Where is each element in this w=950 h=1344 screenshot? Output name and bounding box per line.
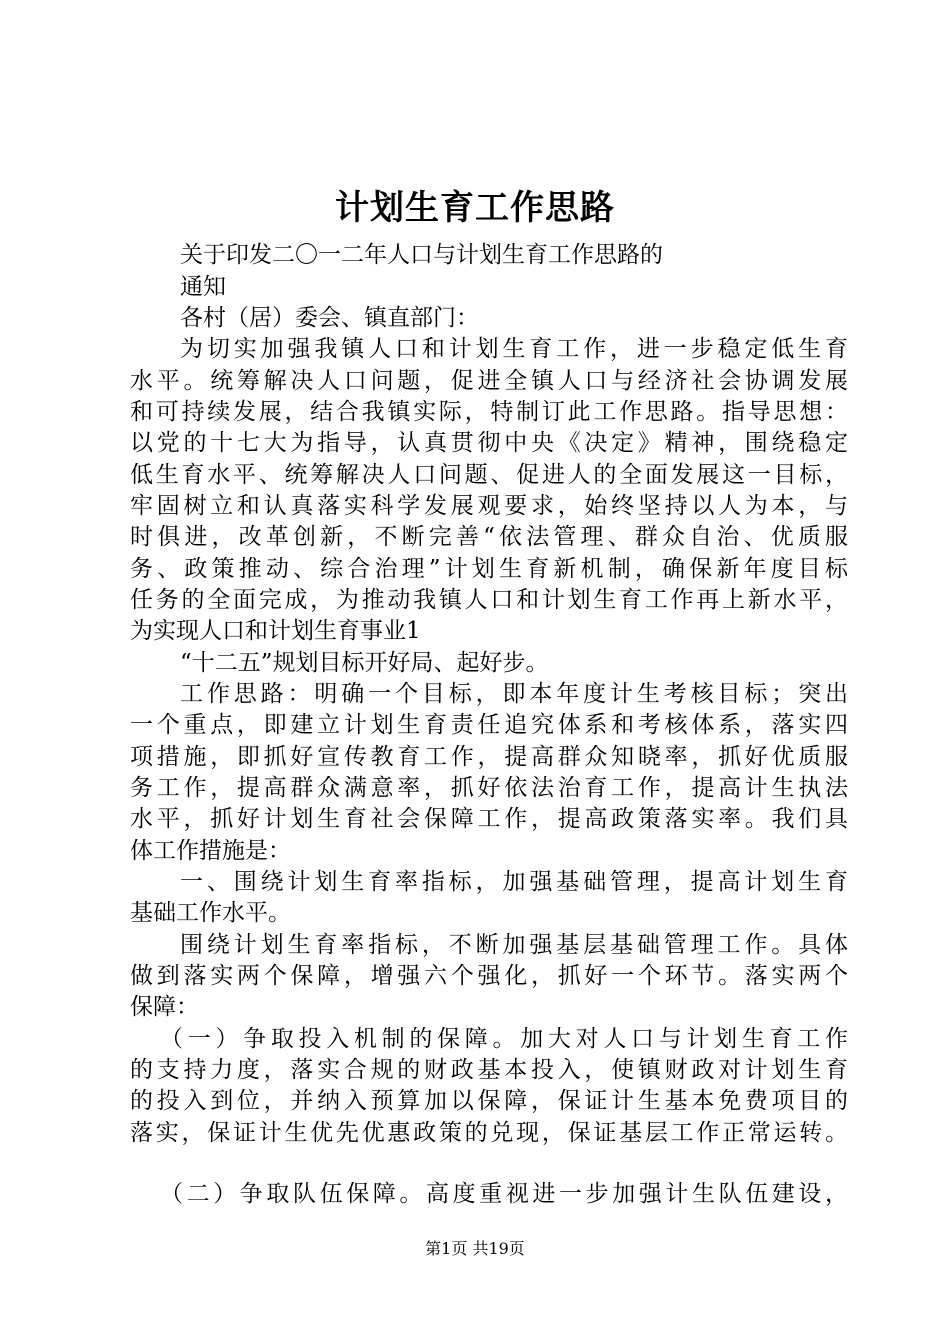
paragraph-line: 项措施，即抓好宣传教育工作，提高群众知晓率，抓好优质服 [130, 744, 848, 770]
paragraph-line: 水平。统筹解决人口问题，促进全镇人口与经济社会协调发展 [130, 368, 848, 394]
paragraph-line: “十二五”规划目标开好局、起好步。 [180, 650, 549, 676]
paragraph-line: （二）争取队伍保障。高度重视进一步加强计生队伍建设， [160, 1181, 848, 1207]
paragraph-line: 一个重点，即建立计划生育责任追究体系和考核体系，落实四 [130, 712, 848, 738]
paragraph-line: 低生育水平、统筹解决人口问题、促进人的全面发展这一目标， [130, 462, 848, 488]
heading-line-2: 通知 [180, 274, 226, 300]
paragraph-line: 务工作，提高群众满意率，抓好依法治育工作，提高计生执法 [130, 775, 848, 801]
paragraph-line: 为实现人口和计划生育事业1 [130, 618, 421, 644]
salutation-line: 各村（居）委会、镇直部门： [180, 305, 479, 331]
document-title: 计划生育工作思路 [335, 188, 615, 228]
paragraph-line: 做到落实两个保障，增强六个强化，抓好一个环节。落实两个 [130, 963, 848, 989]
paragraph-line: 工作思路：明确一个目标，即本年度计生考核目标；突出 [180, 681, 848, 707]
paragraph-line: 时俱进，改革创新，不断完善“依法管理、群众自治、优质服 [130, 524, 848, 550]
paragraph-line: 任务的全面完成，为推动我镇人口和计划生育工作再上新水平， [130, 587, 848, 613]
paragraph-line: 的投入到位，并纳入预算加以保障，保证计生基本免费项目的 [130, 1088, 848, 1114]
page-footer: 第1页 共19页 [425, 1239, 525, 1258]
paragraph-line: （一）争取投入机制的保障。加大对人口与计划生育工作 [160, 1026, 848, 1052]
paragraph-line: 围绕计划生育率指标，不断加强基层基础管理工作。具体 [180, 932, 848, 958]
paragraph-line: 以党的十七大为指导，认真贯彻中央《决定》精神，围绕稳定 [130, 430, 848, 456]
paragraph-line: 牢固树立和认真落实科学发展观要求，始终坚持以人为本，与 [130, 493, 848, 519]
section-heading-line: 一、围绕计划生育率指标，加强基础管理，提高计划生育 [180, 869, 848, 895]
paragraph-line: 体工作措施是： [130, 838, 291, 864]
paragraph-line: 的支持力度，落实合规的财政基本投入，使镇财政对计划生育 [130, 1057, 848, 1083]
paragraph-line: 保障： [130, 994, 199, 1020]
paragraph-line: 落实，保证计生优先优惠政策的兑现，保证基层工作正常运转。 [130, 1120, 848, 1146]
heading-line-1: 关于印发二〇一二年人口与计划生育工作思路的 [180, 242, 663, 268]
paragraph-line: 务、政策推动、综合治理”计划生育新机制，确保新年度目标 [130, 556, 848, 582]
paragraph-line: 为切实加强我镇人口和计划生育工作，进一步稳定低生育 [180, 336, 848, 362]
paragraph-line: 水平，抓好计划生育社会保障工作，提高政策落实率。我们具 [130, 806, 848, 832]
paragraph-line: 和可持续发展，结合我镇实际，特制订此工作思路。指导思想： [130, 399, 848, 425]
section-heading-line: 基础工作水平。 [130, 900, 291, 926]
